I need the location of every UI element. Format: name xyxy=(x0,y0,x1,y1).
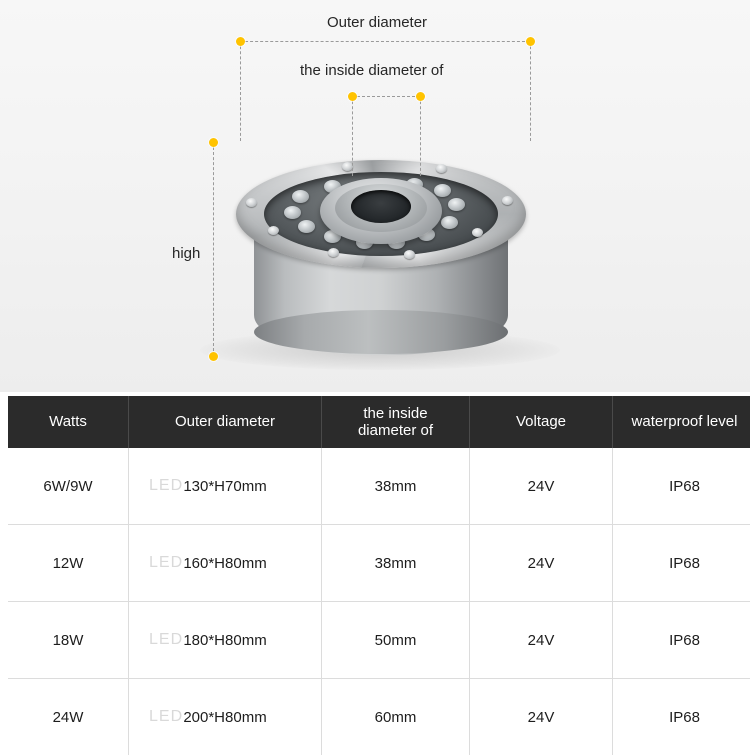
mounting-screw xyxy=(436,164,447,173)
mounting-screw xyxy=(404,250,415,259)
led-emitter xyxy=(441,216,458,229)
cell-outer-diameter xyxy=(129,679,322,755)
height-top-marker xyxy=(209,138,218,147)
column-header-waterproof: waterproof level xyxy=(613,396,750,448)
mounting-screw xyxy=(472,228,483,237)
cell-waterproof: IP68 xyxy=(613,448,750,525)
outer-diameter-right-marker xyxy=(526,37,535,46)
outer-diameter-guide xyxy=(240,41,530,42)
outer-diameter-left-marker xyxy=(236,37,245,46)
fountain-light-product xyxy=(236,120,526,350)
cell-outer-diameter xyxy=(129,525,322,602)
table-row xyxy=(8,525,750,602)
inside-diameter-right-drop xyxy=(420,96,421,176)
cell-voltage: 24V xyxy=(470,602,613,679)
mounting-screw xyxy=(328,248,339,257)
cell-voltage: 24V xyxy=(470,448,613,525)
mounting-screw xyxy=(268,226,279,235)
led-emitter xyxy=(434,184,451,197)
cell-inside-diameter: 38mm xyxy=(322,525,470,602)
cell-outer-diameter-value: 200*H80mm xyxy=(183,709,266,726)
cell-watts: 12W xyxy=(8,525,129,602)
column-header-inside-diameter-line2: diameter of xyxy=(358,422,433,439)
outer-diameter-watermark: LED xyxy=(149,631,183,649)
table-row xyxy=(8,602,750,679)
table-row xyxy=(8,448,750,525)
cell-outer-diameter-value: 160*H80mm xyxy=(183,555,266,572)
outer-diameter-watermark: LED xyxy=(149,708,183,726)
cell-waterproof: IP68 xyxy=(613,525,750,602)
cell-waterproof: IP68 xyxy=(613,602,750,679)
column-header-inside-diameter xyxy=(322,396,470,448)
cell-outer-diameter-value: 180*H80mm xyxy=(183,632,266,649)
outer-diameter-left-drop xyxy=(240,41,241,141)
inside-diameter-label: the inside diameter of xyxy=(300,62,443,79)
center-aperture xyxy=(351,190,411,223)
table-header-row xyxy=(8,396,750,448)
specification-table xyxy=(8,396,750,755)
cell-inside-diameter: 38mm xyxy=(322,448,470,525)
mounting-screw xyxy=(502,196,513,205)
cell-watts: 18W xyxy=(8,602,129,679)
inside-diameter-right-marker xyxy=(416,92,425,101)
inside-diameter-left-drop xyxy=(352,96,353,176)
led-emitter xyxy=(292,190,309,203)
led-emitter xyxy=(448,198,465,211)
column-header-inside-diameter-line1: the inside xyxy=(363,405,427,422)
outer-diameter-label: Outer diameter xyxy=(327,14,427,31)
height-guide xyxy=(213,142,214,356)
table-row xyxy=(8,679,750,755)
cell-waterproof: IP68 xyxy=(613,679,750,755)
cell-watts: 24W xyxy=(8,679,129,755)
led-emitter xyxy=(284,206,301,219)
cell-voltage: 24V xyxy=(470,525,613,602)
height-bottom-marker xyxy=(209,352,218,361)
inside-diameter-left-marker xyxy=(348,92,357,101)
cell-inside-diameter: 60mm xyxy=(322,679,470,755)
height-label: high xyxy=(172,245,200,262)
column-header-watts: Watts xyxy=(8,396,129,448)
lamp-housing-base xyxy=(254,310,508,354)
cell-watts: 6W/9W xyxy=(8,448,129,525)
outer-diameter-right-drop xyxy=(530,41,531,141)
cell-outer-diameter-value: 130*H70mm xyxy=(183,478,266,495)
cell-inside-diameter: 50mm xyxy=(322,602,470,679)
outer-diameter-watermark: LED xyxy=(149,477,183,495)
cell-outer-diameter xyxy=(129,602,322,679)
outer-diameter-watermark: LED xyxy=(149,554,183,572)
cell-outer-diameter xyxy=(129,448,322,525)
inside-diameter-guide xyxy=(352,96,420,97)
led-emitter xyxy=(298,220,315,233)
cell-voltage: 24V xyxy=(470,679,613,755)
column-header-voltage: Voltage xyxy=(470,396,613,448)
mounting-screw xyxy=(246,198,257,207)
column-header-outer-diameter: Outer diameter xyxy=(129,396,322,448)
